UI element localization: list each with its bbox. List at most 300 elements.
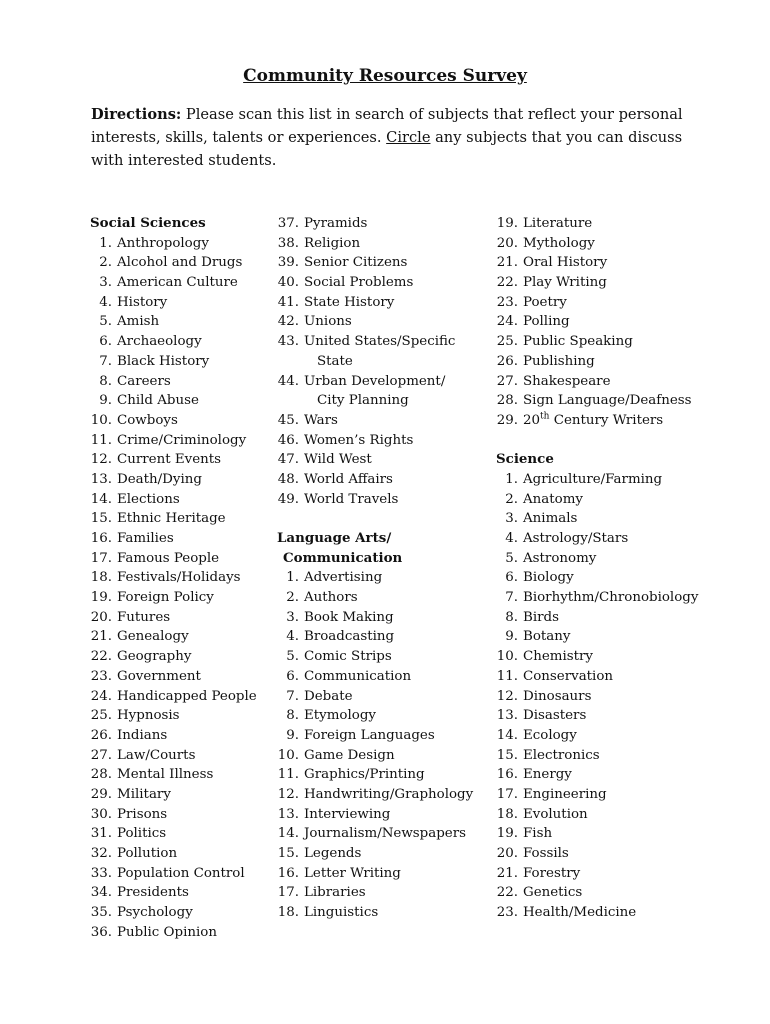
list-item	[277, 490, 492, 510]
list-item	[496, 883, 726, 903]
item-label: Comic Strips	[304, 649, 392, 665]
item-label: World Affairs	[304, 471, 393, 487]
item-label: Pyramids	[304, 216, 368, 231]
item-number: 5.	[286, 649, 299, 665]
item-label: Genealogy	[117, 629, 189, 645]
item-number: 49.	[277, 491, 299, 507]
item-label: Libraries	[304, 885, 366, 901]
item-label: Biology	[523, 570, 574, 586]
item-number: 47.	[277, 452, 299, 468]
item-label: Disasters	[523, 708, 587, 724]
item-number: 19.	[496, 216, 518, 231]
item-label: Festivals/Holidays	[117, 570, 241, 586]
item-label: Sign Language/Deafness	[523, 393, 692, 409]
item-number: 42.	[277, 314, 299, 330]
item-number: 17.	[496, 786, 518, 802]
item-label: Military	[117, 786, 171, 802]
list-item	[90, 785, 275, 805]
list-item	[496, 391, 726, 411]
list-item	[90, 490, 275, 510]
item-label: Botany	[523, 629, 571, 645]
item-number: 19.	[90, 590, 112, 606]
item-number: 18.	[90, 570, 112, 586]
list-item	[90, 372, 275, 392]
item-number: 34.	[90, 885, 112, 901]
item-label: Black History	[117, 353, 210, 369]
item-number: 16.	[496, 767, 518, 783]
item-label: Death/Dying	[117, 471, 202, 487]
item-number: 9.	[505, 629, 518, 645]
item-number: 11.	[90, 432, 112, 448]
item-label: Futures	[117, 609, 171, 625]
item-number: 35.	[90, 905, 112, 921]
list-item	[90, 431, 275, 451]
item-label: Senior Citizens	[304, 255, 408, 271]
list-item	[496, 706, 726, 726]
column-2	[277, 214, 492, 923]
item-number: 23.	[496, 905, 518, 921]
item-label: Linguistics	[304, 905, 379, 921]
list-item	[90, 391, 275, 411]
item-number: 10.	[496, 649, 518, 665]
item-label: Ecology	[523, 727, 577, 743]
item-number: 29.	[90, 786, 112, 802]
item-label: Legends	[304, 846, 362, 861]
item-label: Biorhythm/Chronobiology	[523, 590, 699, 606]
list-item	[277, 864, 492, 884]
item-label: Archaeology	[117, 334, 202, 350]
item-number: 15.	[277, 846, 299, 861]
item-label: Astrology/Stars	[523, 531, 629, 546]
item-number: 22.	[496, 275, 518, 291]
item-number: 24.	[496, 314, 518, 330]
item-label: Social Problems	[304, 275, 414, 291]
item-label: Letter Writing	[304, 865, 401, 881]
list-item	[496, 627, 726, 647]
item-number: 5.	[99, 314, 112, 330]
item-number: 14.	[277, 826, 299, 842]
item-number: 30.	[90, 806, 112, 822]
item-label: Agriculture/Farming	[523, 471, 663, 487]
item-number: 6.	[286, 668, 299, 684]
item-number: 13.	[496, 708, 518, 724]
item-label: Publishing	[523, 353, 595, 369]
item-label: Hypnosis	[117, 708, 180, 724]
item-label: Etymology	[304, 708, 376, 724]
item-label: Fossils	[523, 846, 569, 861]
list-item	[90, 253, 275, 273]
item-label: Public Opinion	[117, 924, 217, 940]
item-number: 15.	[496, 747, 518, 763]
item-number: 41.	[277, 294, 299, 310]
list-item	[90, 706, 275, 726]
item-number: 23.	[496, 294, 518, 310]
list-item	[496, 253, 726, 273]
item-label: Geography	[117, 649, 192, 665]
item-label: History	[117, 294, 168, 310]
list-item	[90, 726, 275, 746]
item-number: 13.	[90, 471, 112, 487]
list-item	[496, 490, 726, 510]
item-label: Energy	[523, 767, 572, 783]
list-item	[496, 588, 726, 608]
item-label: Journalism/Newspapers	[304, 826, 467, 842]
list-item	[496, 529, 726, 549]
section-heading: Language Arts/	[277, 530, 392, 546]
item-label: Law/Courts	[117, 747, 196, 763]
list-item	[90, 273, 275, 293]
item-number: 7.	[505, 590, 518, 606]
list-item	[90, 411, 275, 431]
list-item	[90, 608, 275, 628]
list-item	[496, 312, 726, 332]
item-label: Wild West	[304, 452, 372, 468]
item-label: Animals	[523, 511, 578, 527]
item-label: Mythology	[523, 235, 595, 251]
item-number: 11.	[277, 767, 299, 783]
list-item-continuation: City Planning	[317, 393, 409, 409]
item-number: 10.	[277, 747, 299, 763]
list-item	[90, 647, 275, 667]
item-label: Literature	[523, 216, 593, 231]
item-number: 3.	[505, 511, 518, 527]
list-item	[277, 253, 492, 273]
list-item	[90, 352, 275, 372]
list-item	[496, 549, 726, 569]
list-item	[277, 372, 492, 392]
spacer	[277, 509, 492, 529]
item-number: 26.	[90, 727, 112, 743]
list-item	[90, 312, 275, 332]
item-number: 9.	[99, 393, 112, 409]
item-label: Cowboys	[117, 412, 178, 428]
item-number: 23.	[90, 668, 112, 684]
item-label: Dinosaurs	[523, 688, 592, 704]
item-number: 29.	[496, 412, 518, 428]
item-label: Alcohol and Drugs	[117, 255, 243, 271]
item-number: 20.	[496, 846, 518, 861]
list-item	[496, 352, 726, 372]
item-number: 2.	[505, 491, 518, 507]
item-label: Advertising	[304, 570, 383, 586]
item-label: Public Speaking	[523, 334, 633, 350]
item-label: Indians	[117, 727, 168, 743]
list-item	[277, 450, 492, 470]
item-label: Forestry	[523, 865, 581, 881]
item-number: 43.	[277, 334, 299, 350]
list-item	[277, 234, 492, 254]
item-number: 7.	[99, 353, 112, 369]
item-label: Handicapped People	[117, 688, 257, 704]
directions-label: Directions:	[91, 106, 182, 123]
item-label: Game Design	[304, 747, 395, 763]
list-item	[277, 687, 492, 707]
list-item	[90, 234, 275, 254]
list-item	[277, 608, 492, 628]
item-label: Ethnic Heritage	[117, 511, 226, 527]
item-label: Amish	[117, 314, 160, 330]
item-number: 15.	[90, 511, 112, 527]
item-label: Elections	[117, 491, 180, 507]
item-number: 24.	[90, 688, 112, 704]
list-item	[496, 293, 726, 313]
item-label: Broadcasting	[304, 629, 395, 645]
item-number: 39.	[277, 255, 299, 271]
list-item	[90, 293, 275, 313]
item-label: Politics	[117, 826, 167, 842]
list-item	[496, 568, 726, 588]
directions-text-b: any subjects that you can discuss with interested students.	[91, 129, 683, 169]
item-label: Fish	[523, 826, 553, 842]
list-item	[496, 214, 726, 234]
list-item	[277, 746, 492, 766]
spacer	[496, 431, 726, 451]
list-item	[90, 509, 275, 529]
item-label: Electronics	[523, 747, 600, 763]
page-title: Community Resources Survey	[243, 66, 527, 86]
section-heading: Science	[496, 451, 554, 468]
item-number: 10.	[90, 412, 112, 428]
item-number: 8.	[286, 708, 299, 724]
list-item	[277, 627, 492, 647]
item-label: Foreign Policy	[117, 590, 214, 606]
list-item	[90, 765, 275, 785]
item-number: 36.	[90, 924, 112, 940]
list-item	[496, 608, 726, 628]
list-item	[496, 746, 726, 766]
item-label: United States/Specific	[304, 334, 456, 350]
item-number: 25.	[496, 334, 518, 350]
list-item	[90, 568, 275, 588]
item-label: Authors	[304, 590, 358, 606]
item-label: Wars	[304, 412, 338, 428]
item-label: Poetry	[523, 294, 567, 310]
list-item	[277, 844, 492, 864]
item-number: 37.	[277, 216, 299, 231]
item-number: 3.	[99, 275, 112, 291]
item-label: Play Writing	[523, 275, 607, 291]
item-number: 2.	[286, 590, 299, 606]
item-number: 48.	[277, 471, 299, 487]
item-label: Evolution	[523, 806, 588, 822]
item-number: 38.	[277, 235, 299, 251]
item-number: 19.	[496, 826, 518, 842]
list-item	[496, 844, 726, 864]
item-label: Communication	[304, 668, 412, 684]
item-label: Population Control	[117, 865, 245, 881]
item-number: 8.	[99, 373, 112, 389]
directions-text-a: Please scan this list in search of subjects that reflect your personal interests, skills, talents or experiences.	[91, 106, 683, 146]
list-item	[277, 706, 492, 726]
item-number: 26.	[496, 353, 518, 369]
item-label: Genetics	[523, 885, 583, 901]
item-label: Crime/Criminology	[117, 432, 247, 448]
item-number: 16.	[277, 865, 299, 881]
item-label: Anthropology	[117, 235, 209, 251]
list-item	[90, 687, 275, 707]
item-label: Psychology	[117, 905, 193, 921]
list-item	[90, 746, 275, 766]
list-item	[496, 647, 726, 667]
item-label: Book Making	[304, 609, 394, 625]
item-label: Families	[117, 531, 174, 546]
item-number: 22.	[496, 885, 518, 901]
item-label: Religion	[304, 235, 361, 251]
item-number: 1.	[99, 235, 112, 251]
item-label: Presidents	[117, 885, 189, 901]
list-item	[90, 923, 275, 943]
list-item	[496, 864, 726, 884]
item-number: 5.	[505, 550, 518, 566]
list-item	[277, 903, 492, 923]
item-number: 25.	[90, 708, 112, 724]
item-number: 28.	[90, 767, 112, 783]
item-label-sup: th	[540, 411, 550, 422]
item-number: 13.	[277, 806, 299, 822]
item-number: 1.	[286, 570, 299, 586]
list-item	[277, 273, 492, 293]
item-number: 33.	[90, 865, 112, 881]
list-item	[277, 431, 492, 451]
item-number: 31.	[90, 826, 112, 842]
list-item	[496, 667, 726, 687]
item-label: American Culture	[117, 275, 238, 291]
list-item	[90, 864, 275, 884]
item-label: Mental Illness	[117, 767, 214, 783]
list-item	[496, 765, 726, 785]
directions	[91, 103, 711, 172]
item-number: 40.	[277, 275, 299, 291]
item-number: 20.	[496, 235, 518, 251]
item-label: Urban Development/	[304, 373, 446, 389]
list-item	[90, 627, 275, 647]
item-label: Anatomy	[523, 491, 583, 507]
item-number: 20.	[90, 609, 112, 625]
list-item	[277, 785, 492, 805]
item-label	[523, 413, 663, 428]
list-item	[90, 470, 275, 490]
item-number: 27.	[496, 373, 518, 389]
list-item	[90, 588, 275, 608]
list-item	[496, 470, 726, 490]
item-label: Graphics/Printing	[304, 767, 425, 783]
item-label: Foreign Languages	[304, 727, 435, 743]
list-item	[90, 529, 275, 549]
list-item	[277, 765, 492, 785]
item-label: Unions	[304, 314, 352, 330]
item-number: 14.	[496, 727, 518, 743]
item-number: 3.	[286, 609, 299, 625]
list-item	[496, 805, 726, 825]
item-label: Birds	[523, 609, 559, 625]
list-item	[90, 903, 275, 923]
item-number: 21.	[90, 629, 112, 645]
item-number: 8.	[505, 609, 518, 625]
list-item	[496, 411, 726, 431]
section-heading: Social Sciences	[90, 215, 206, 231]
item-label: Interviewing	[304, 806, 391, 822]
item-number: 9.	[286, 727, 299, 743]
item-label: Handwriting/Graphology	[304, 786, 474, 802]
item-number: 18.	[496, 806, 518, 822]
list-item	[90, 883, 275, 903]
list-item	[496, 332, 726, 352]
item-number: 11.	[496, 668, 518, 684]
list-item	[277, 411, 492, 431]
list-item	[277, 470, 492, 490]
list-item	[277, 312, 492, 332]
item-label: Conservation	[523, 668, 614, 684]
item-number: 46.	[277, 432, 299, 448]
list-item	[90, 332, 275, 352]
item-number: 44.	[277, 373, 299, 389]
item-label: Careers	[117, 373, 171, 389]
list-item	[496, 273, 726, 293]
directions-circle: Circle	[386, 129, 431, 146]
item-number: 17.	[90, 550, 112, 566]
item-number: 21.	[496, 255, 518, 271]
item-label: Child Abuse	[117, 393, 199, 409]
item-label: Oral History	[523, 255, 608, 271]
list-item	[496, 785, 726, 805]
item-number: 45.	[277, 412, 299, 428]
list-item	[90, 450, 275, 470]
list-item	[496, 372, 726, 392]
list-item	[277, 805, 492, 825]
item-number: 6.	[505, 570, 518, 586]
column-3	[496, 214, 726, 923]
column-1	[90, 214, 275, 942]
list-item-continuation: State	[317, 353, 353, 369]
list-item	[277, 883, 492, 903]
item-number: 16.	[90, 531, 112, 546]
list-item	[496, 509, 726, 529]
item-label: Famous People	[117, 550, 220, 566]
list-item	[277, 588, 492, 608]
list-item	[277, 568, 492, 588]
item-label-part: 20	[523, 412, 541, 428]
list-item	[90, 824, 275, 844]
item-number: 4.	[505, 531, 518, 546]
section-heading: Communication	[283, 549, 403, 566]
list-item	[90, 549, 275, 569]
item-number: 21.	[496, 865, 518, 881]
item-number: 17.	[277, 885, 299, 901]
item-label: Current Events	[117, 452, 221, 468]
item-number: 1.	[505, 471, 518, 487]
item-number: 18.	[277, 905, 299, 921]
item-label: Pollution	[117, 846, 178, 861]
item-number: 12.	[496, 688, 518, 704]
list-item	[90, 844, 275, 864]
item-label: Health/Medicine	[523, 905, 637, 921]
item-number: 6.	[99, 334, 112, 350]
list-item	[496, 903, 726, 923]
item-number: 22.	[90, 649, 112, 665]
item-number: 12.	[90, 452, 112, 468]
item-number: 32.	[90, 846, 112, 861]
list-item	[496, 824, 726, 844]
list-item	[277, 214, 492, 234]
item-number: 12.	[277, 786, 299, 802]
item-number: 2.	[99, 255, 112, 271]
item-label: World Travels	[304, 491, 399, 507]
list-item	[277, 293, 492, 313]
item-number: 7.	[286, 688, 299, 704]
list-item	[277, 824, 492, 844]
item-label: Shakespeare	[523, 373, 611, 389]
item-number: 14.	[90, 491, 112, 507]
